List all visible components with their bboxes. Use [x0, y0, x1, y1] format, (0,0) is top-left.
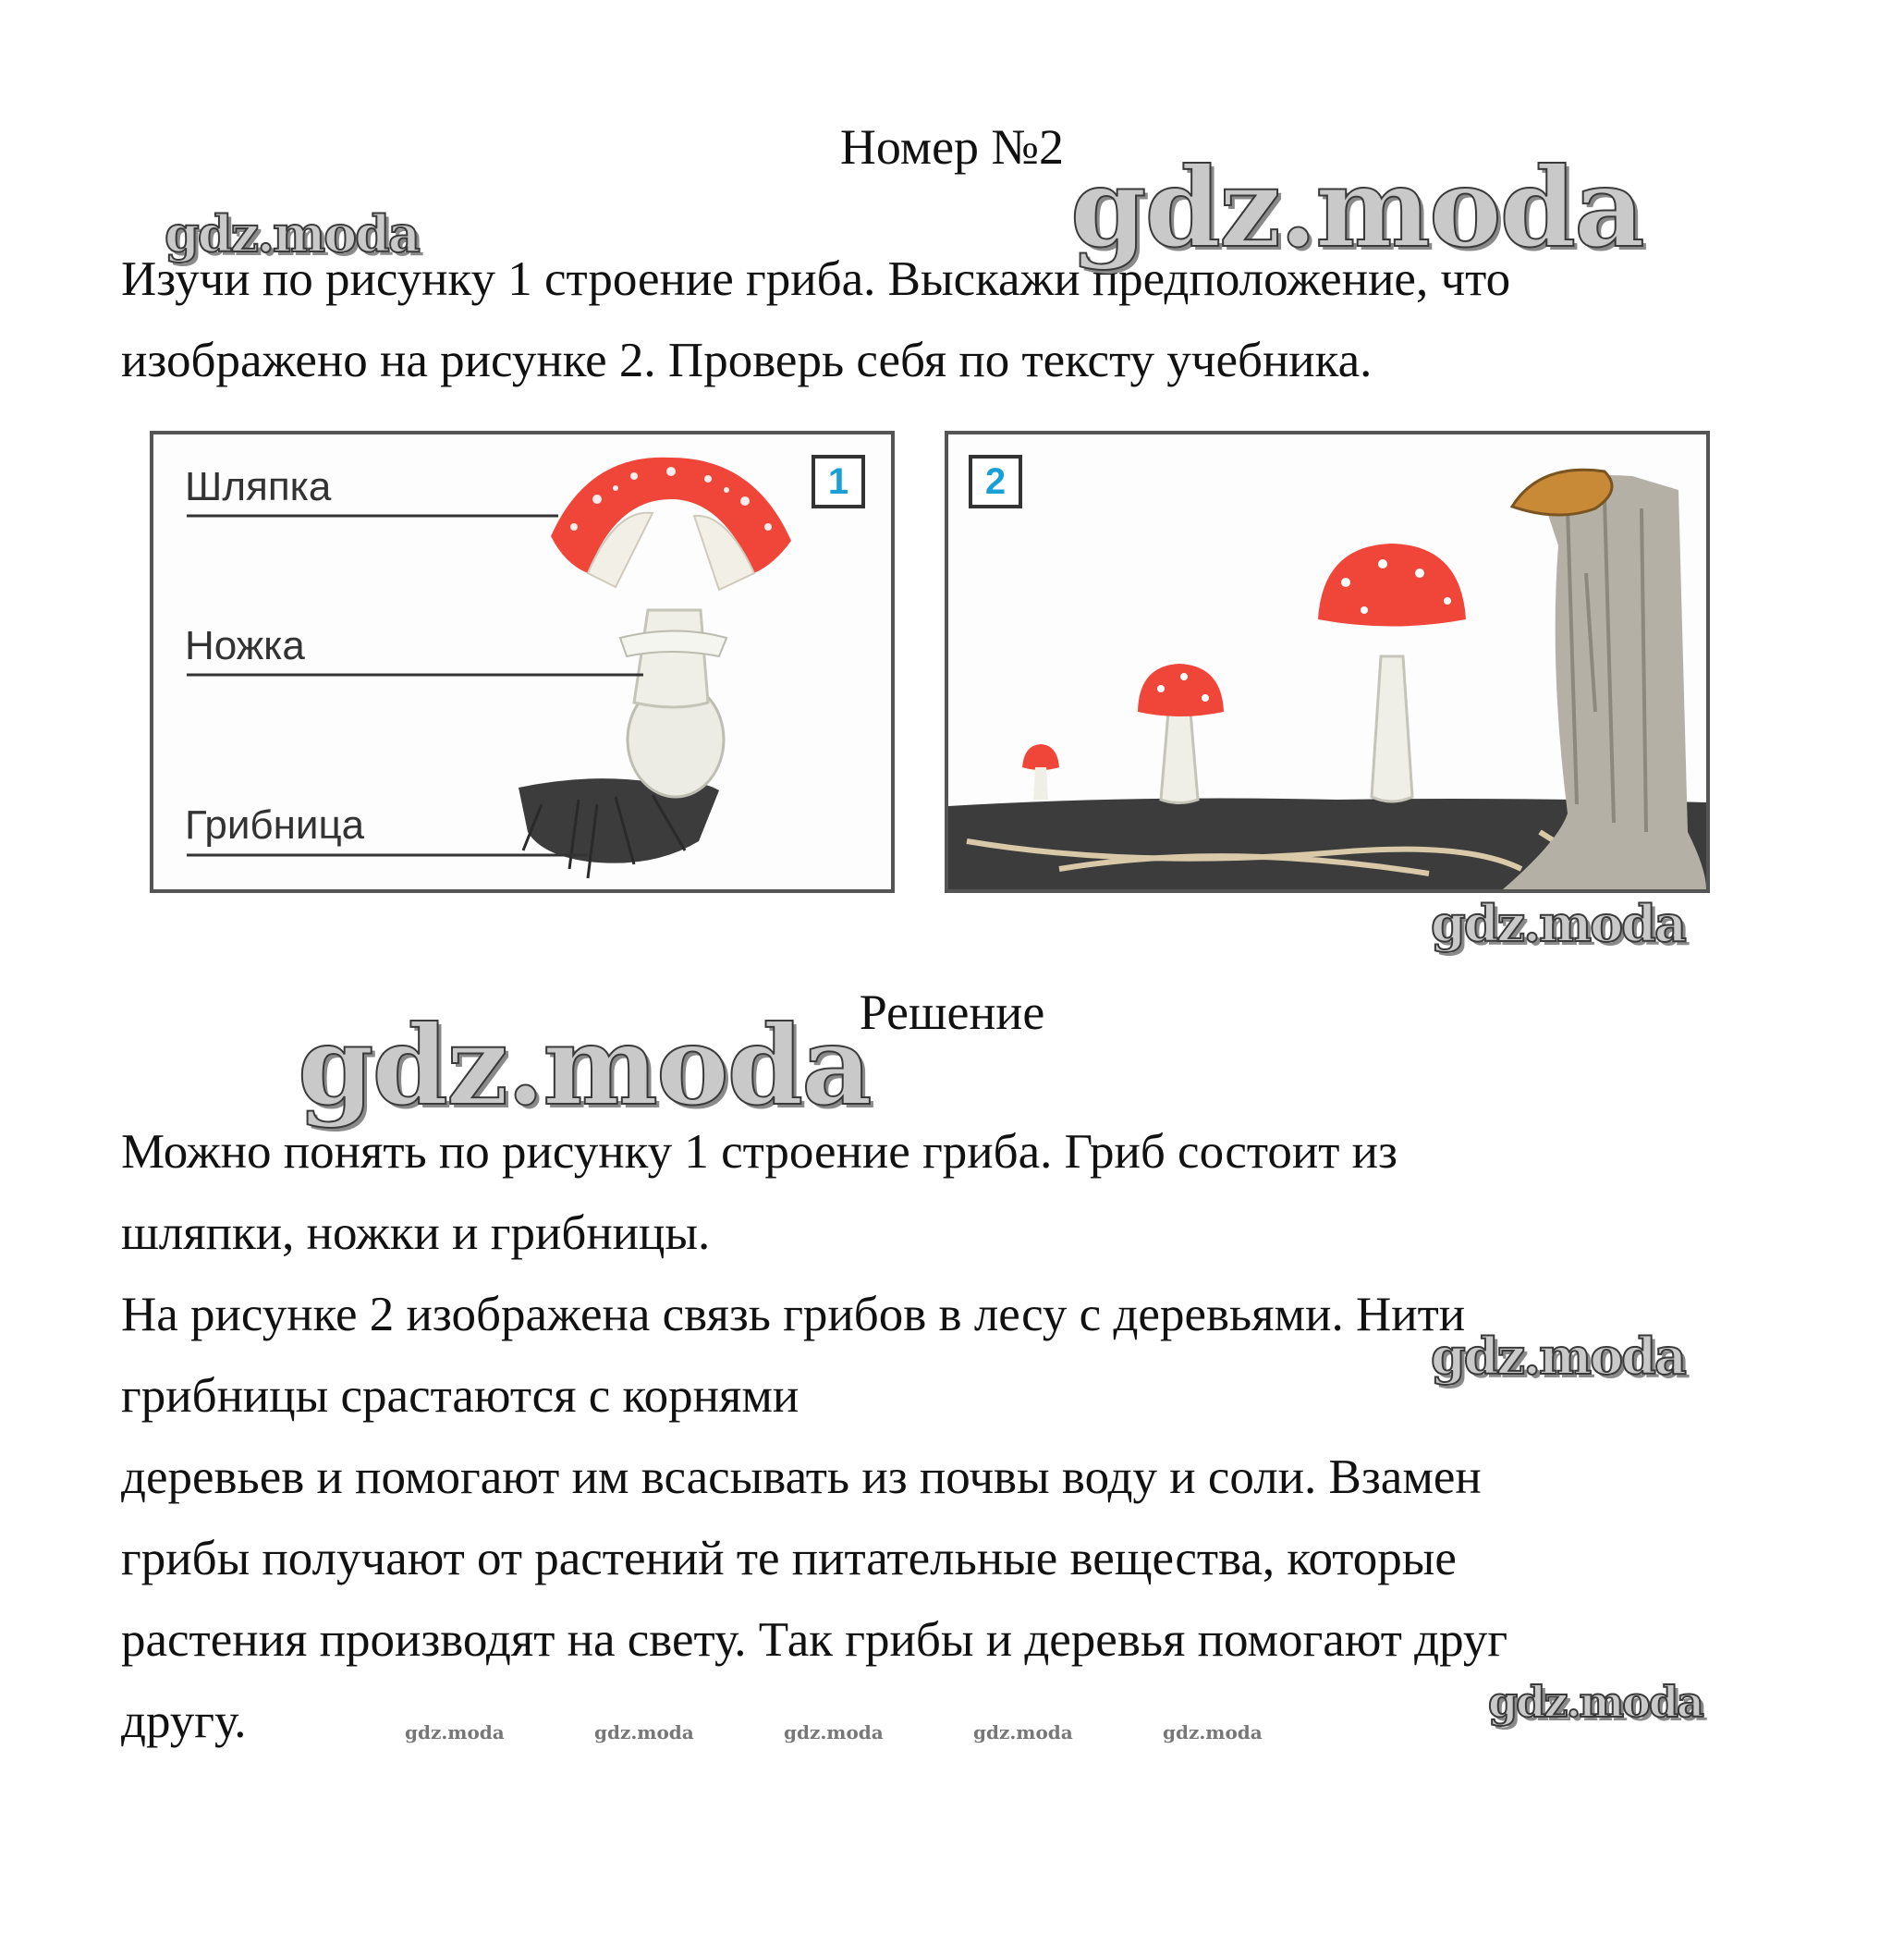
watermark: gdz.moda	[1070, 143, 1643, 272]
solution-heading: Решение	[859, 985, 1045, 1040]
stem-label: Ножка	[185, 623, 305, 668]
figure-1-mushroom-structure	[150, 431, 895, 893]
task-line: изображено на рисунке 2. Проверь себя по тексту учебника.	[121, 334, 1373, 387]
task-line: Изучи по рисунку 1 строение гриба. Выскажи предположение, что	[121, 252, 1511, 306]
solution-text	[121, 1111, 1766, 1762]
figure-number-badge: 2	[969, 455, 1022, 508]
solution-line: шляпки, ножки и грибницы.	[121, 1206, 711, 1260]
figure-2-mushrooms-and-tree	[945, 431, 1710, 893]
watermark-small: gdz.moda	[784, 1721, 884, 1743]
solution-line: Можно понять по рисунку 1 строение гриба. Гриб состоит из	[121, 1125, 1397, 1179]
watermark: gdz.moda	[298, 1001, 871, 1130]
page-title: Номер №2	[839, 119, 1065, 175]
solution-line: грибы получают от растений те питательные вещества, которые	[121, 1532, 1457, 1585]
solution-line: растения производят на свету. Так грибы и деревья помогают друг	[121, 1613, 1508, 1667]
forest-mushrooms-illustration	[948, 434, 1706, 889]
mycelium-label: Грибница	[185, 802, 365, 848]
figure-number-badge: 1	[812, 455, 865, 508]
watermark: gdz.moda	[1431, 894, 1685, 953]
watermark-small: gdz.moda	[973, 1721, 1073, 1743]
watermark: gdz.moda	[1488, 1677, 1703, 1727]
solution-line: На рисунке 2 изображена связь грибов в лесу с деревьями. Нити	[121, 1288, 1466, 1341]
watermark-small: gdz.moda	[1163, 1721, 1263, 1743]
watermark-small: gdz.moda	[405, 1721, 505, 1743]
solution-line: другу.	[121, 1694, 247, 1748]
watermark: gdz.moda	[1431, 1327, 1685, 1386]
watermark-small: gdz.moda	[594, 1721, 694, 1743]
solution-line: деревьев и помогают им всасывать из почвы воду и соли. Взамен	[121, 1450, 1482, 1504]
solution-line: грибницы срастаются с корнями	[121, 1369, 799, 1423]
watermark: gdz.moda	[165, 204, 419, 263]
cap-label: Шляпка	[185, 464, 332, 509]
